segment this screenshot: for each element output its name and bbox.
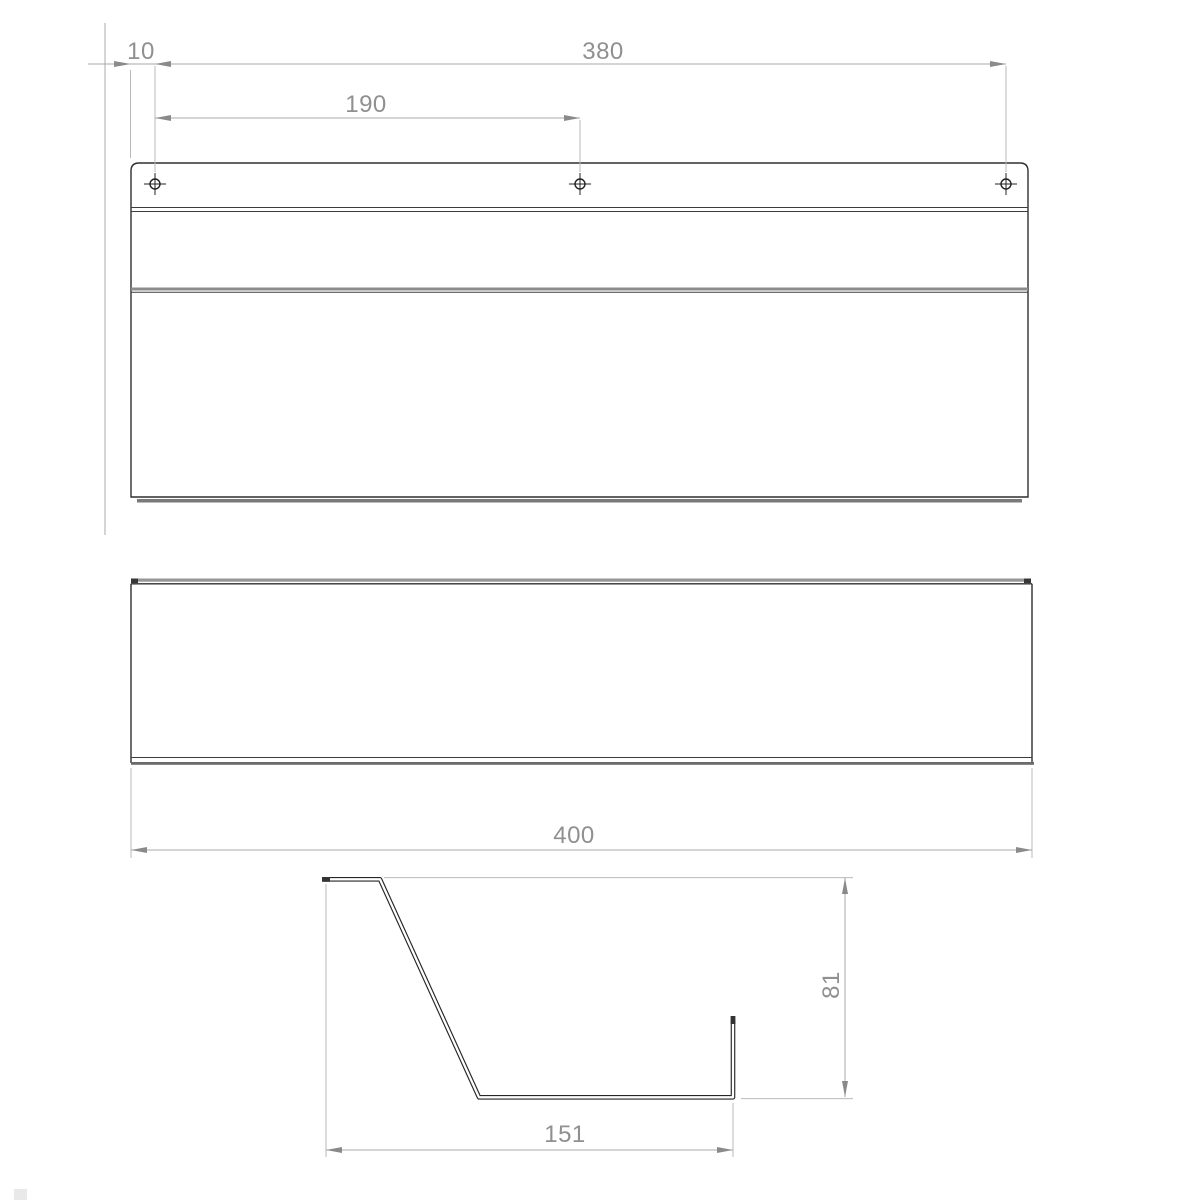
top-view-bottom-band	[131, 762, 1034, 765]
mounting-hole-middle	[569, 173, 591, 195]
dimension-400	[131, 768, 1032, 858]
front-view	[131, 163, 1028, 503]
dimension-190	[155, 91, 580, 172]
profile-sheet-inner	[324, 879, 734, 1097]
arrowhead	[131, 847, 147, 853]
bottom-lip-band	[137, 499, 1022, 503]
top-edge-band	[132, 579, 1030, 582]
arrowhead	[990, 61, 1006, 67]
mounting-hole-left	[144, 173, 166, 195]
dimension-151	[326, 884, 733, 1157]
arrowhead	[155, 61, 171, 67]
corner-artifact	[14, 1189, 27, 1200]
dim-label-380: 380	[582, 38, 624, 65]
arrowhead	[1016, 847, 1032, 853]
flange-end-cap	[322, 877, 330, 882]
dimension-10	[88, 38, 1006, 158]
arrowhead	[717, 1147, 733, 1153]
top-right-tick	[1024, 579, 1031, 584]
arrowhead	[326, 1147, 342, 1153]
dimension-81	[384, 878, 853, 1099]
arrowhead	[842, 878, 848, 894]
arrowhead	[155, 115, 171, 121]
dim-label-190: 190	[345, 91, 387, 118]
dim-label-81: 81	[818, 971, 845, 999]
top-left-tick	[131, 579, 138, 584]
arrowhead	[564, 115, 580, 121]
dim-label-151: 151	[544, 1121, 586, 1148]
front-outline	[131, 163, 1028, 497]
side-profile-view	[322, 877, 735, 1097]
top-view	[131, 579, 1034, 765]
dim-label-400: 400	[553, 822, 595, 849]
hook-end-cap	[731, 1016, 736, 1024]
dim-label-10: 10	[127, 38, 155, 65]
arrowhead	[842, 1081, 848, 1097]
mounting-hole-right	[995, 173, 1017, 195]
mid-edge-band	[131, 288, 1028, 291]
profile-sheet-outer	[324, 879, 734, 1097]
sheet-artifacts	[14, 23, 105, 1200]
